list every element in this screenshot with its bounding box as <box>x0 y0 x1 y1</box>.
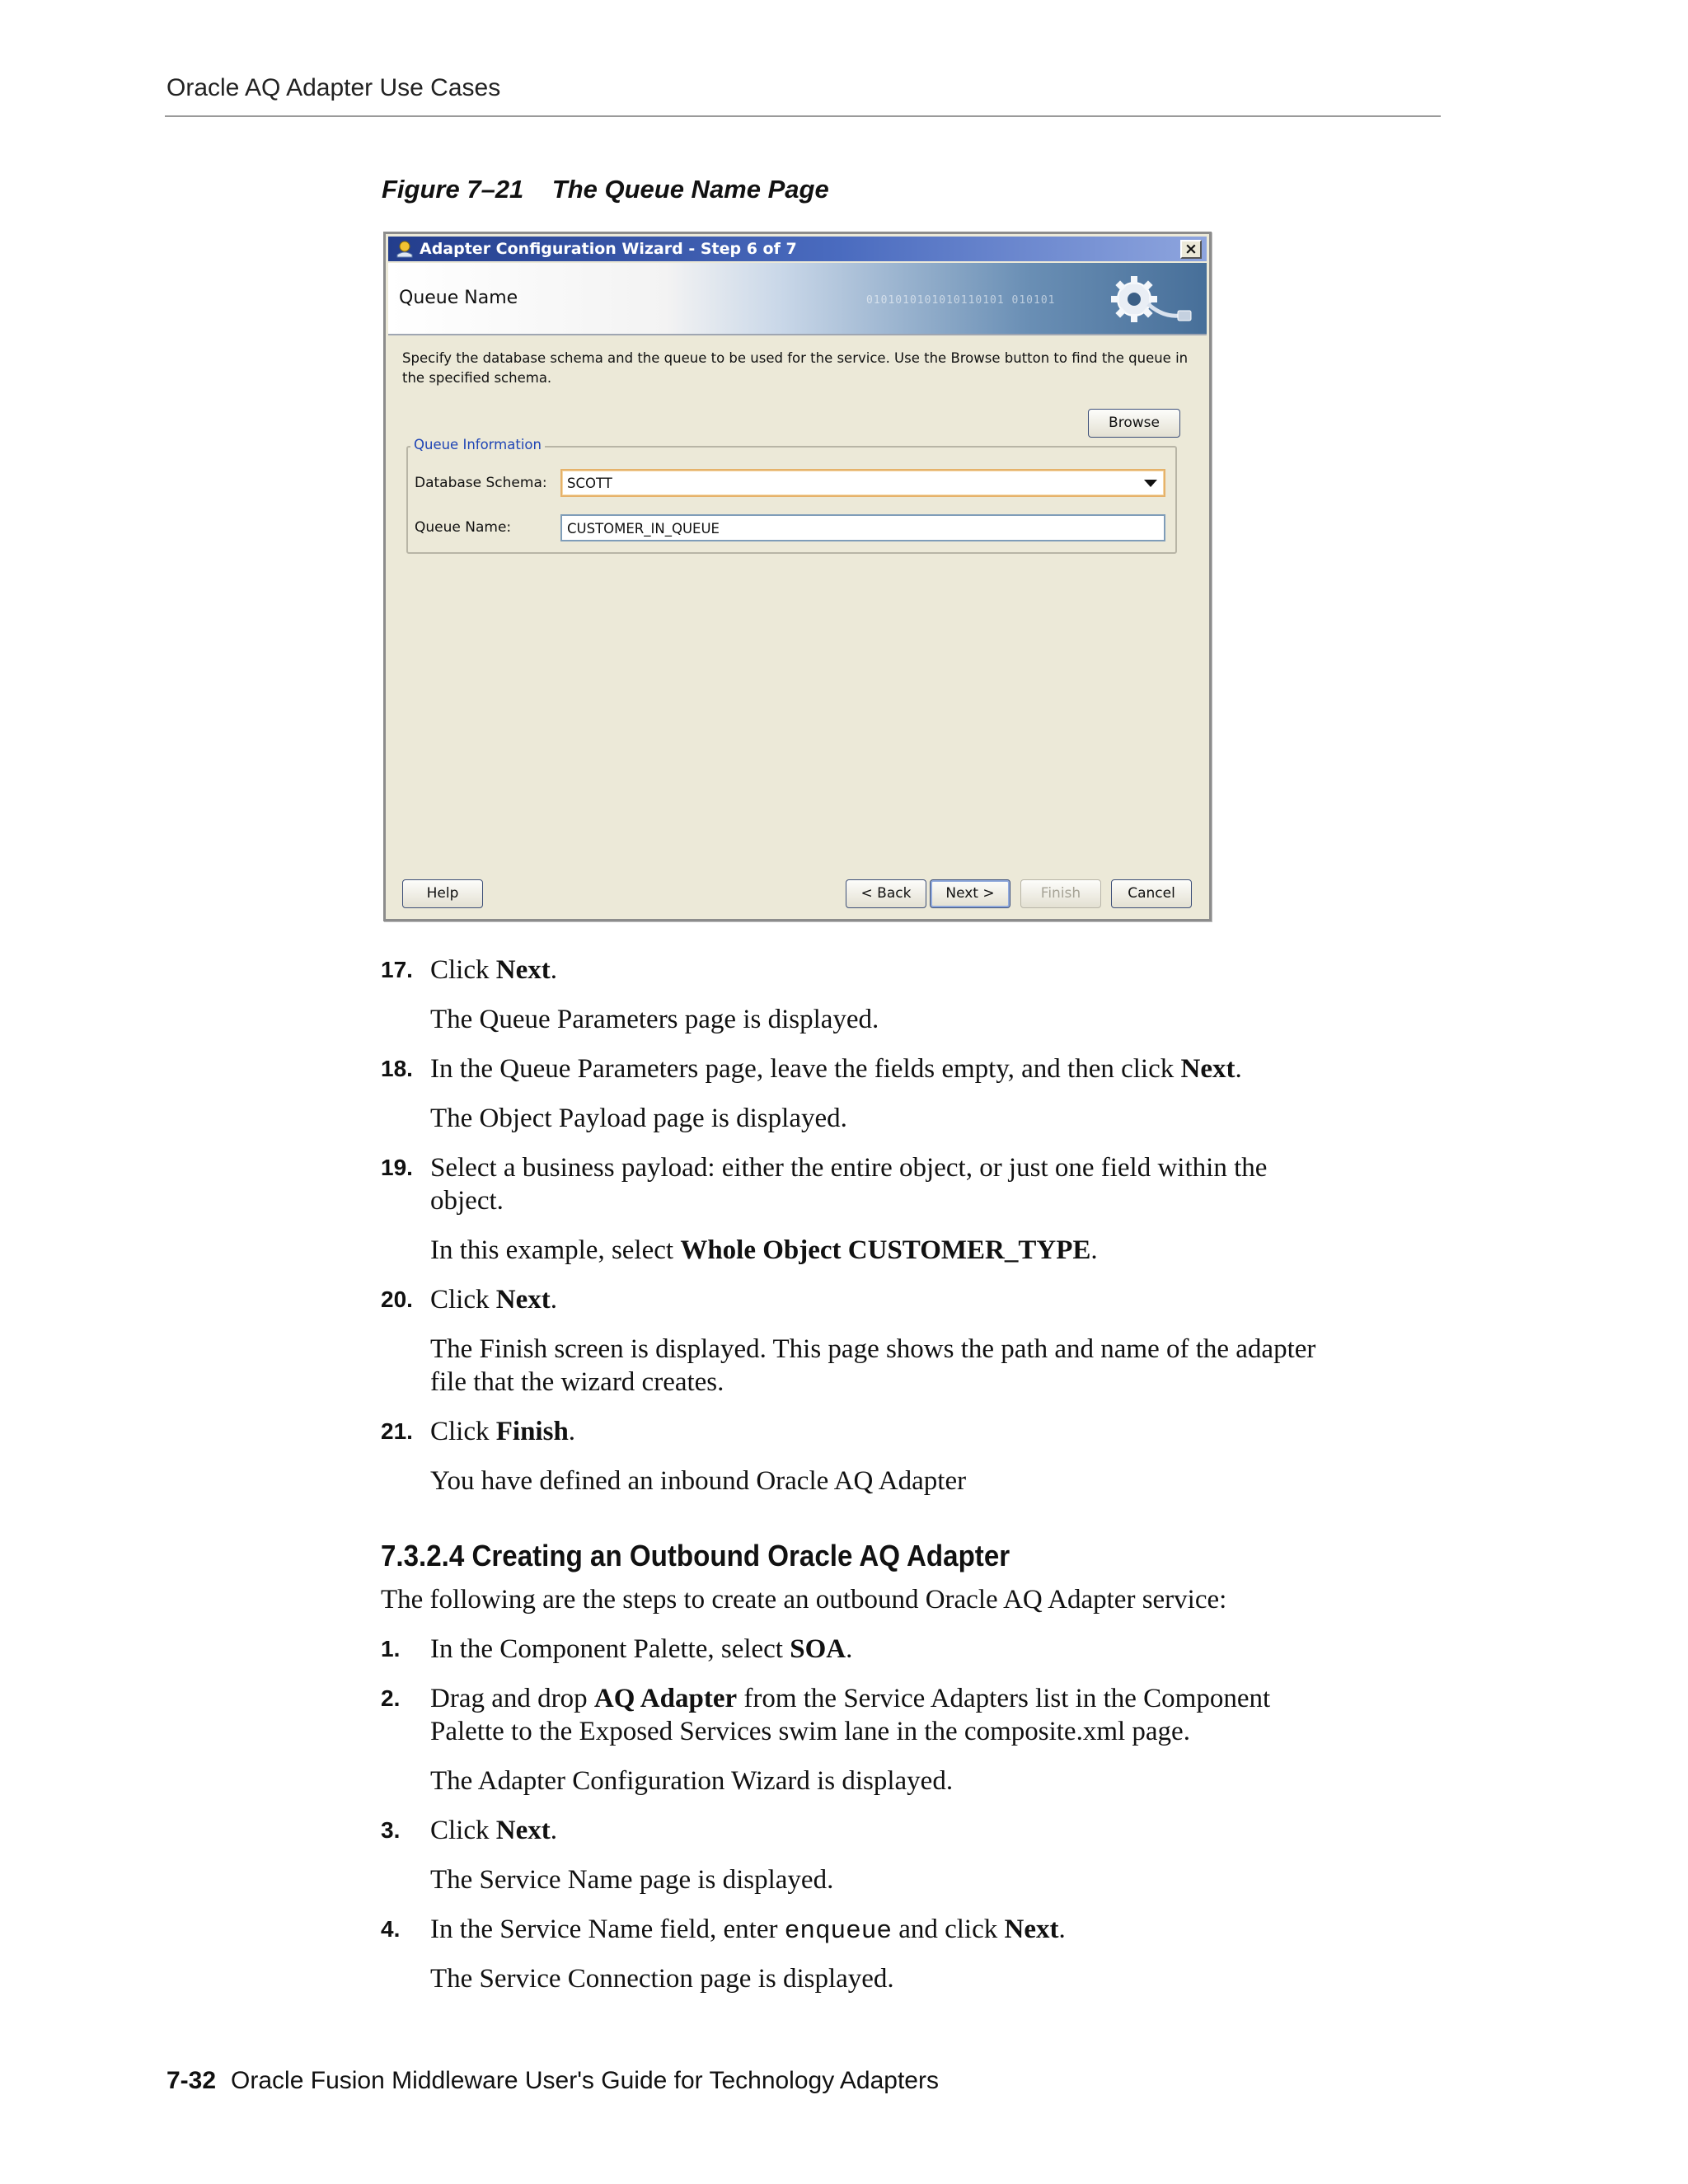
wizard-description: Specify the database schema and the queue to be used for the service. Use the Browse button to find the queue in the specified schema. <box>402 350 1189 386</box>
chevron-down-icon[interactable] <box>1144 480 1157 487</box>
step-number: 4. <box>381 1916 401 1942</box>
browse-button[interactable]: Browse <box>1088 409 1180 438</box>
running-head: Oracle AQ Adapter Use Cases <box>166 74 501 101</box>
step-number: 2. <box>381 1685 401 1711</box>
dialog-title: Adapter Configuration Wizard - Step 6 of 7 <box>420 240 797 258</box>
database-schema-label: Database Schema: <box>415 475 547 491</box>
queue-information-legend: Queue Information <box>410 437 545 452</box>
step-text: In the Service Name field, enter enqueue and click Next. <box>430 1915 1066 1946</box>
cancel-button[interactable]: Cancel <box>1111 879 1192 908</box>
page-number: 7-32 <box>166 2067 217 2094</box>
step-result: In this example, select Whole Object CUSTOMER_TYPE. <box>430 1235 1098 1265</box>
step-result: The Service Connection page is displayed. <box>430 1964 894 1994</box>
figure-caption: Figure 7–21 The Queue Name Page <box>382 175 829 204</box>
section-intro: The following are the steps to create an outbound Oracle AQ Adapter service: <box>381 1585 1227 1615</box>
step-result: The Finish screen is displayed. This page shows the path and name of the adapter <box>430 1334 1316 1364</box>
banner-binary-decoration: 0101010101010110101 010101 <box>866 294 1056 307</box>
step-number: 17. <box>381 957 413 982</box>
step-text: Drag and drop AQ Adapter from the Service Adapters list in the Component <box>430 1684 1271 1713</box>
banner-title: Queue Name <box>399 288 518 308</box>
queue-name-input[interactable] <box>560 514 1165 541</box>
step-text: In the Queue Parameters page, leave the fields empty, and then click Next. <box>430 1054 1242 1084</box>
step-text: In the Component Palette, select SOA. <box>430 1634 853 1664</box>
step-text-continued: object. <box>430 1186 504 1216</box>
wizard-banner <box>388 263 1207 335</box>
step-text: Select a business payload: either the entire object, or just one field within the <box>430 1153 1268 1183</box>
queue-name-label: Queue Name: <box>415 519 512 536</box>
queue-name-value: CUSTOMER_IN_QUEUE <box>567 521 720 537</box>
step-text: Click Next. <box>430 955 557 985</box>
close-icon: × <box>1184 240 1198 258</box>
step-result: You have defined an inbound Oracle AQ Adapter <box>430 1466 967 1496</box>
page-footer <box>166 2067 939 2095</box>
step-number: 1. <box>381 1636 401 1661</box>
code-literal: enqueue <box>784 1917 892 1946</box>
step-number: 21. <box>381 1418 413 1444</box>
step-number: 19. <box>381 1155 413 1180</box>
step-result: The Object Payload page is displayed. <box>430 1104 847 1133</box>
wizard-dialog <box>383 232 1212 921</box>
step-text: Click Next. <box>430 1285 557 1315</box>
database-schema-select[interactable] <box>560 469 1165 497</box>
back-button[interactable]: < Back <box>846 879 926 908</box>
step-result-continued: file that the wizard creates. <box>430 1367 724 1397</box>
dialog-titlebar <box>388 237 1207 261</box>
step-result: The Queue Parameters page is displayed. <box>430 1005 879 1034</box>
database-schema-value: SCOTT <box>567 476 612 491</box>
step-text: Click Next. <box>430 1816 557 1845</box>
step-number: 18. <box>381 1056 413 1081</box>
step-number: 20. <box>381 1286 413 1312</box>
step-text: Click Finish. <box>430 1417 576 1446</box>
wizard-app-icon <box>395 240 415 258</box>
gear-plug-icon <box>1097 268 1196 334</box>
finish-button[interactable]: Finish <box>1020 879 1101 908</box>
close-button[interactable] <box>1180 240 1202 259</box>
step-number: 3. <box>381 1817 401 1843</box>
step-result: The Adapter Configuration Wizard is displayed. <box>430 1766 954 1796</box>
section-heading: 7.3.2.4 Creating an Outbound Oracle AQ Adapter <box>381 1539 1010 1572</box>
book-title: Oracle Fusion Middleware User's Guide for Technology Adapters <box>231 2067 939 2094</box>
step-result: The Service Name page is displayed. <box>430 1865 834 1895</box>
help-button[interactable]: Help <box>402 879 483 908</box>
header-rule <box>165 115 1441 117</box>
next-button[interactable]: Next > <box>930 879 1010 908</box>
step-text-continued: Palette to the Exposed Services swim lane in the composite.xml page. <box>430 1717 1190 1746</box>
